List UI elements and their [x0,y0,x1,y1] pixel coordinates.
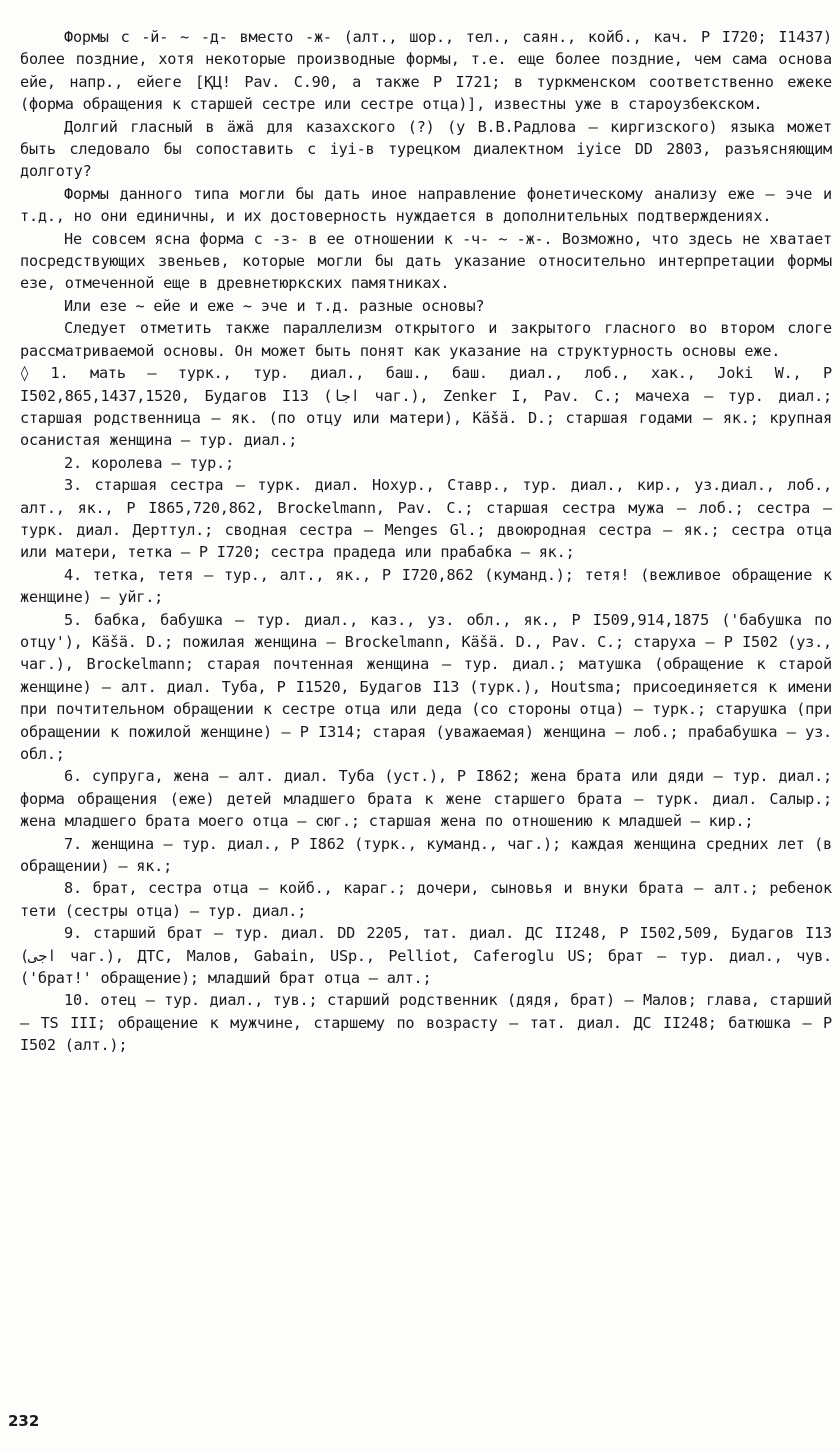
entry-meaning-10: 10. отец – тур. диал., тув.; старший родственник (дядя, брат) – Малов; глава, старший – TS III; обращение к мужчине, старшему по возрасту – тат. диал. ДС II248; батюшка – Р I502 (алт.); [20,991,832,1055]
entry-meaning-6: 6. супруга, жена – алт. диал. Туба (уст.), Р I862; жена брата или дяди – тур. диал.; форма обращения (еже) детей младшего брата к жене старшего брата – турк. диал. Салыр.; жена младшего брата моего отца – сюг.; старшая жена по отношению к младшей – кир.; [20,767,832,831]
paragraph: Долгий гласный в ӓжӓ для казахского (?) (у В.В.Радлова – киргизского) языка может быть следовало бы сопоставить с iyi-в турецком диалектном iyice DD 2803, разъясняющим долготу? [20,117,832,181]
page-number: 232 [8,1412,40,1430]
entry-meaning-9: 9. старший брат – тур. диал. DD 2205, тат. диал. ДС II248, Р I502,509, Будагов I13 (اجى чаг.), ДТС, Малов, Gabain, USp., Pelliot, Caferoglu US; брат – тур. диал., чув. ('брат!' обращение); младший брат отца – алт.; [20,924,832,988]
entry-meaning-5: 5. бабка, бабушка – тур. диал., каз., уз. обл., як., Р I509,914,1875 ('бабушка по отцу'), Кӓšӓ. D.; пожилая женщина – Brockelmann, Кӓšӓ. D., Pav. C.; старуха – Р I502 (уз., чаг.), Brockelmann; старая почтенная женщина – тур. диал.; матушка (обращение к старой женщине) – алт. диал. Туба, Р I1520, Будагов I13 (турк.), Houtsma; присоединяется к имени при почтительном обращении к сестре отца или деда (со стороны отца) – турк.; старушка (при обращении к пожилой женщине) – Р I314; старая (уважаемая) женщина – лоб.; прабабушка – уз. обл.; [20,610,832,763]
paragraph: Формы с -й- ~ -д- вместо -ж- (алт., шор., тел., саян., койб., кач. Р I720; I1437) более поздние, хотя некоторые производные формы, т.е. еще более поздние, чем сама основа ейе, напр., ейеге [ҚЦ! Pav. C.90, а также Р I721; в туркменском соответственно ежеке (форма обращения к старшей сестре или сестре отца)], известны уже в староузбекском. [20,28,832,114]
paragraph: Следует отметить также параллелизм открытого и закрытого гласного во втором слоге рассматриваемой основы. Он может быть понят как указание на структурность основы еже. [20,319,832,360]
paragraph: Или езе ~ ейе и еже ~ эче и т.д. разные основы? [64,296,485,315]
paragraph: Не совсем ясна форма с -з- в ее отношении к -ч- ~ -ж-. Возможно, что здесь не хватает посредствующих звеньев, которые могли бы дать указание относительно интерпретации формы езе, отмеченной еще в древнетюркских памятниках. [20,229,832,293]
entry-meaning-3: 3. старшая сестра – турк. диал. Нохур., Ставр., тур. диал., кир., уз.диал., лоб., алт., як., Р I865,720,862, Brockelmann, Pav. C.; старшая сестра мужа – лоб.; сестра – турк. диал. Дерттул.; сводная сестра – Menges Gl.; двоюродная сестра – як.; сестра отца или матери, тетка – Р I720; сестра прадеда или прабабка – як.; [20,476,832,562]
entry-meaning-7: 7. женщина – тур. диал., Р I862 (турк., куманд., чаг.); каждая женщина средних лет (в обращении) – як.; [20,834,832,876]
document-body [20,26,832,1057]
entry-meaning-2: 2. королева – тур.; [64,453,234,472]
paragraph: Формы данного типа могли бы дать иное направление фонетическому анализу еже – эче и т.д., но они единичны, и их достоверность нуждается в дополнительных подтверждениях. [20,184,832,226]
entry-meaning-8: 8. брат, сестра отца – койб., караг.; дочери, сыновья и внуки брата – алт.; ребенок тети (сестры отца) – тур. диал.; [20,879,832,920]
entry-meaning-4: 4. тетка, тетя – тур., алт., як., Р I720,862 (куманд.); тетя! (вежливое обращение к женщине) – уйг.; [20,565,832,607]
entry-meaning-1: ◊ 1. мать – турк., тур. диал., баш., баш. диал., лоб., хак., Joki W., Р I502,865,1437,1520, Будагов I13 (اجا чаг.), Zenker I, Pav. C.; мачеха – тур. диал.; старшая родственница – як. (по отцу или матери), Кӓšӓ. D.; старшая годами – як.; крупная осанистая женщина – тур. диал.; [20,364,832,450]
